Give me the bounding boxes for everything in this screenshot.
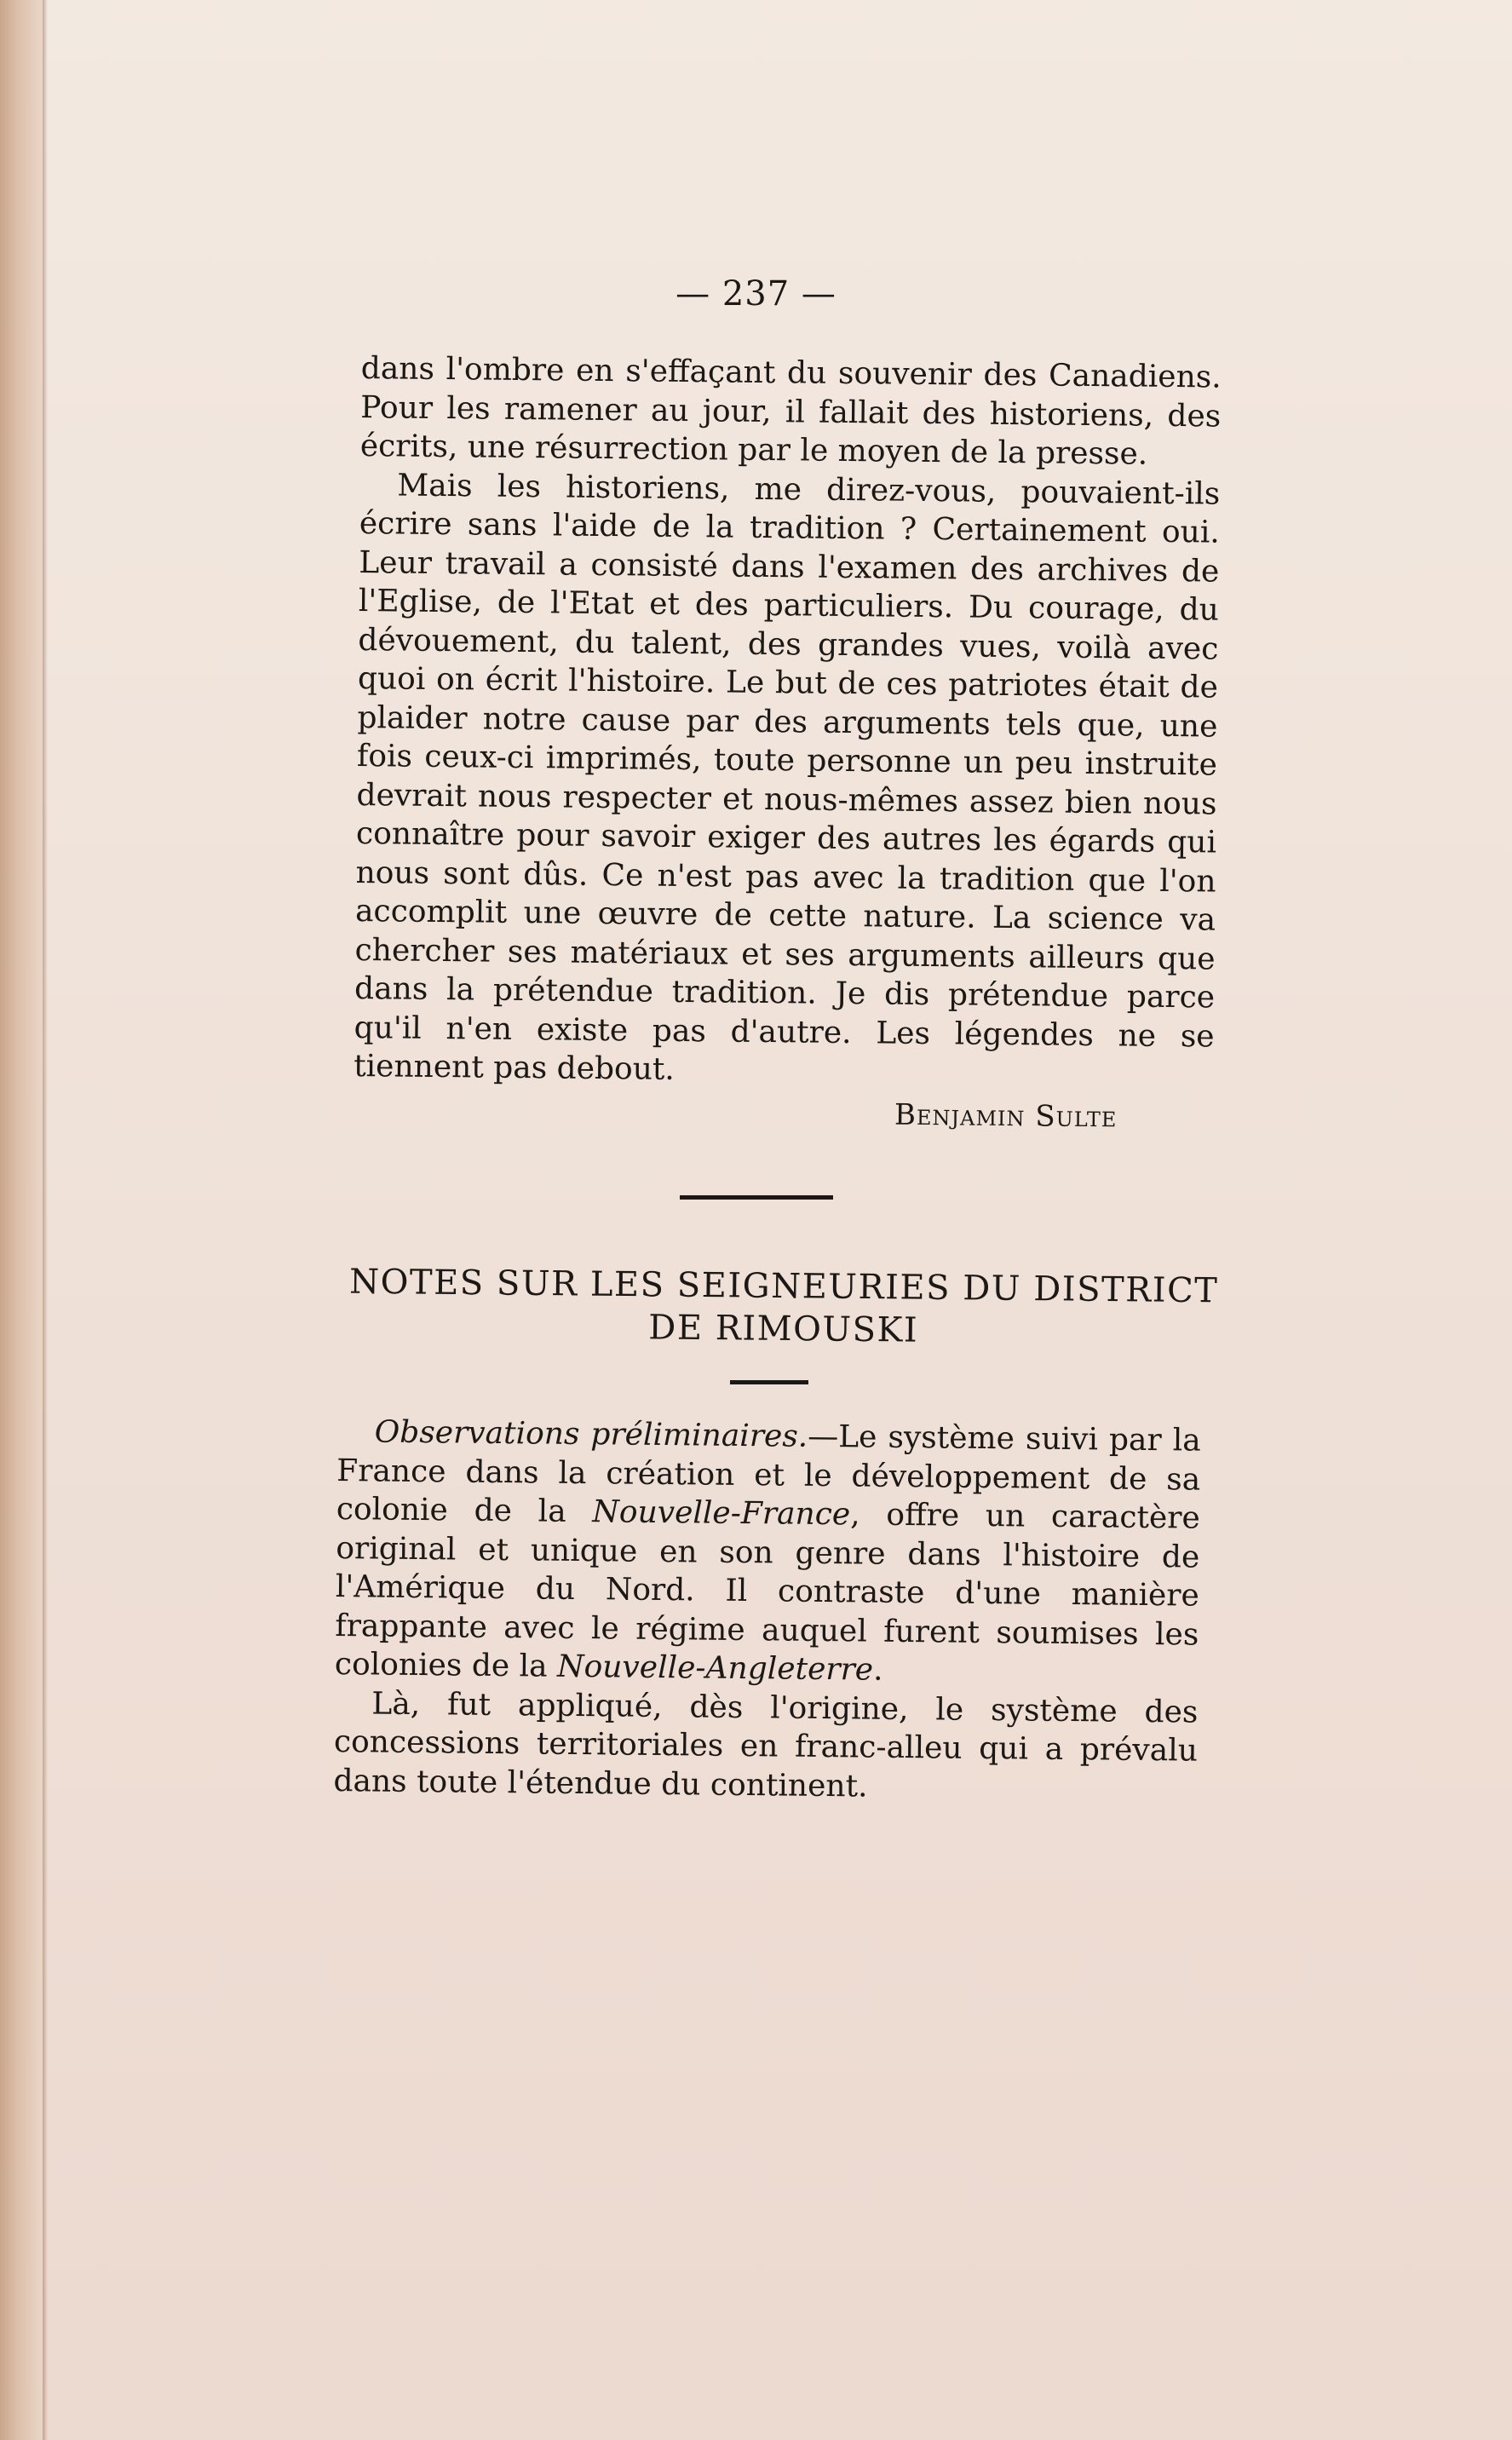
text-block-top — [354, 349, 1222, 1095]
italic-nouvelle-france: Nouvelle-France — [592, 1494, 851, 1533]
paragraph-line: dans l'ombre en s'effaçant du souvenir des Canadiens. — [360, 350, 1222, 395]
observations-text: , offre un caractère original et unique en son genre dans l'histoire de l'Amérique du Nord. Il contraste d'une manière frappante avec le régime auquel furent soumises les colonies de la — [334, 1497, 1200, 1684]
paragraph-historians: Mais les historiens, me direz-vous, pouvaient-ils écrire sans l'aide de la tradition ? Certainement oui. Leur travail a consisté dans l'examen des archives de l'Eglise, de l'Etat et des particuliers. Du courage, du dévouement, du talent, des grandes vues, voilà avec quoi on écrit l'histoire. Le but de ces patriotes était de plaider notre cause par des arguments tels que, une fois ceux-ci imprimés, toute personne un peu instruite devrait nous respecter et nous-mêmes assez bien nous connaître pour savoir exiger des autres les égards qui nous sont dûs. Ce n'est pas avec la tradition que l'on accomplit une œuvre de cette nature. La science va chercher ses matériaux et ses arguments ailleurs que dans la prétendue tradition. Je dis prétendue parce qu'il n'en existe pas d'autre. Les légendes ne se tiennent pas debout. — [353, 467, 1221, 1087]
paragraph-observations — [335, 1413, 1201, 1693]
italic-nouvelle-angleterre: Nouvelle-Angleterre — [556, 1649, 874, 1688]
author-signature: Benjamin Sulte — [894, 1097, 1118, 1135]
page-number: — 237 — — [676, 274, 836, 314]
section-title-line: NOTES SUR LES SEIGNEURIES DU DISTRICT — [348, 1262, 1219, 1311]
paragraph-continuation — [360, 349, 1222, 475]
section-divider — [680, 1195, 833, 1200]
title-underline — [730, 1380, 808, 1384]
observations-lead: Observations préliminaires. — [374, 1414, 808, 1454]
paragraph-line: écrits, une résurrection par le moyen de la presse. — [359, 428, 1148, 472]
paragraph-line: Pour les ramener au jour, il fallait des historiens, des — [360, 389, 1222, 434]
paragraph-concessions: Là, fut appliqué, dès l'origine, le système des concessions territoriales en franc-alleu qui a prévalu dans toute l'étendue du continent. — [333, 1685, 1199, 1804]
section-title — [324, 1260, 1245, 1355]
text-block-bottom — [333, 1413, 1201, 1810]
observations-text: . — [872, 1652, 883, 1688]
section-title-line: DE RIMOUSKI — [648, 1308, 919, 1350]
observations-text: —Le système suivi par la France dans la création et le développement de sa colonie de la — [336, 1419, 1201, 1530]
